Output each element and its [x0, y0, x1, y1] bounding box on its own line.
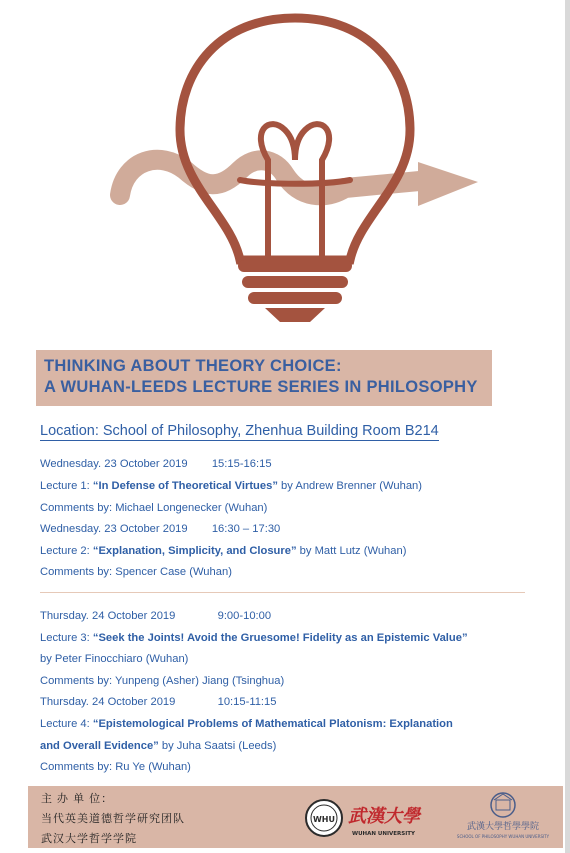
session2-time: 16:30 – 17:30 [211, 523, 281, 535]
session1-comments: Comments by: Michael Longenecker (Wuhan) [40, 502, 268, 514]
lightbulb-arrow-illustration [100, 10, 490, 325]
lecture-label: Lecture 4: [40, 718, 93, 730]
session3-datetime [40, 610, 271, 622]
session4-time: 10:15-11:15 [217, 696, 277, 708]
session3-time: 9:00-10:00 [217, 610, 272, 622]
session2-date: Wednesday. 23 October 2019 [40, 523, 188, 535]
session3-comments: Comments by: Yunpeng (Asher) Jiang (Tsinghua) [40, 675, 285, 687]
lecture-label: Lecture 1: [40, 480, 93, 492]
session2-datetime [40, 523, 280, 535]
page-edge [565, 0, 570, 853]
lecture-speaker: by Matt Lutz (Wuhan) [296, 545, 407, 557]
organizer-label: 主 办 单 位： [41, 793, 114, 805]
lecture-label: Lecture 3: [40, 632, 93, 644]
session3-date: Thursday. 24 October 2019 [40, 610, 176, 622]
lecture-speaker: by Juha Saatsi (Leeds) [158, 740, 277, 752]
organizer-1: 当代英美道德哲学研究团队 [41, 813, 185, 825]
phil-name-cn: 武漢大學哲學學院 [466, 822, 540, 832]
session3-lecture [40, 632, 468, 644]
lecture-title: and Overall Evidence” [40, 740, 159, 752]
session2-comments: Comments by: Spencer Case (Wuhan) [40, 566, 232, 578]
lecture-title: “Seek the Joints! Avoid the Gruesome! Fidelity as an Epistemic Value” [92, 632, 468, 644]
session4-datetime [40, 696, 276, 708]
session1-lecture [40, 480, 422, 492]
lecture-title: “Epistemological Problems of Mathematical Platonism: Explanation [92, 718, 453, 730]
session1-datetime [40, 458, 272, 470]
location: Location: School of Philosophy, Zhenhua Building Room B214 [40, 423, 439, 439]
lecture-label: Lecture 2: [40, 545, 93, 557]
session3-speaker: by Peter Finocchiaro (Wuhan) [40, 653, 189, 665]
session4-lecture [40, 718, 453, 730]
lecture-title: “In Defense of Theoretical Virtues” [92, 480, 278, 492]
whu-name-cn: 武漢大學 [348, 806, 420, 827]
session4-lecture-cont [40, 740, 276, 752]
lecture-speaker: by Andrew Brenner (Wuhan) [277, 480, 422, 492]
title-line-2: A WUHAN-LEEDS LECTURE SERIES IN PHILOSOPHY [44, 378, 478, 396]
wuhan-university-logo [304, 795, 444, 841]
footer-banner [28, 786, 563, 848]
session1-time: 15:15-16:15 [211, 458, 272, 470]
title-banner [36, 350, 492, 406]
whu-name-en: WUHAN UNIVERSITY [352, 831, 416, 837]
whu-seal-text: WHU [312, 815, 336, 824]
session1-date: Wednesday. 23 October 2019 [40, 458, 188, 470]
phil-name-en: SCHOOL OF PHILOSOPHY WUHAN UNIVERSITY [456, 834, 550, 839]
lecture-title: “Explanation, Simplicity, and Closure” [92, 545, 297, 557]
title-line-1: THINKING ABOUT THEORY CHOICE: [44, 357, 342, 375]
session4-date: Thursday. 24 October 2019 [40, 696, 176, 708]
session4-comments: Comments by: Ru Ye (Wuhan) [40, 761, 191, 773]
divider [40, 592, 525, 593]
organizer-2: 武汉大学哲学学院 [41, 833, 137, 845]
school-of-philosophy-logo [448, 789, 558, 845]
session2-lecture [40, 545, 406, 557]
